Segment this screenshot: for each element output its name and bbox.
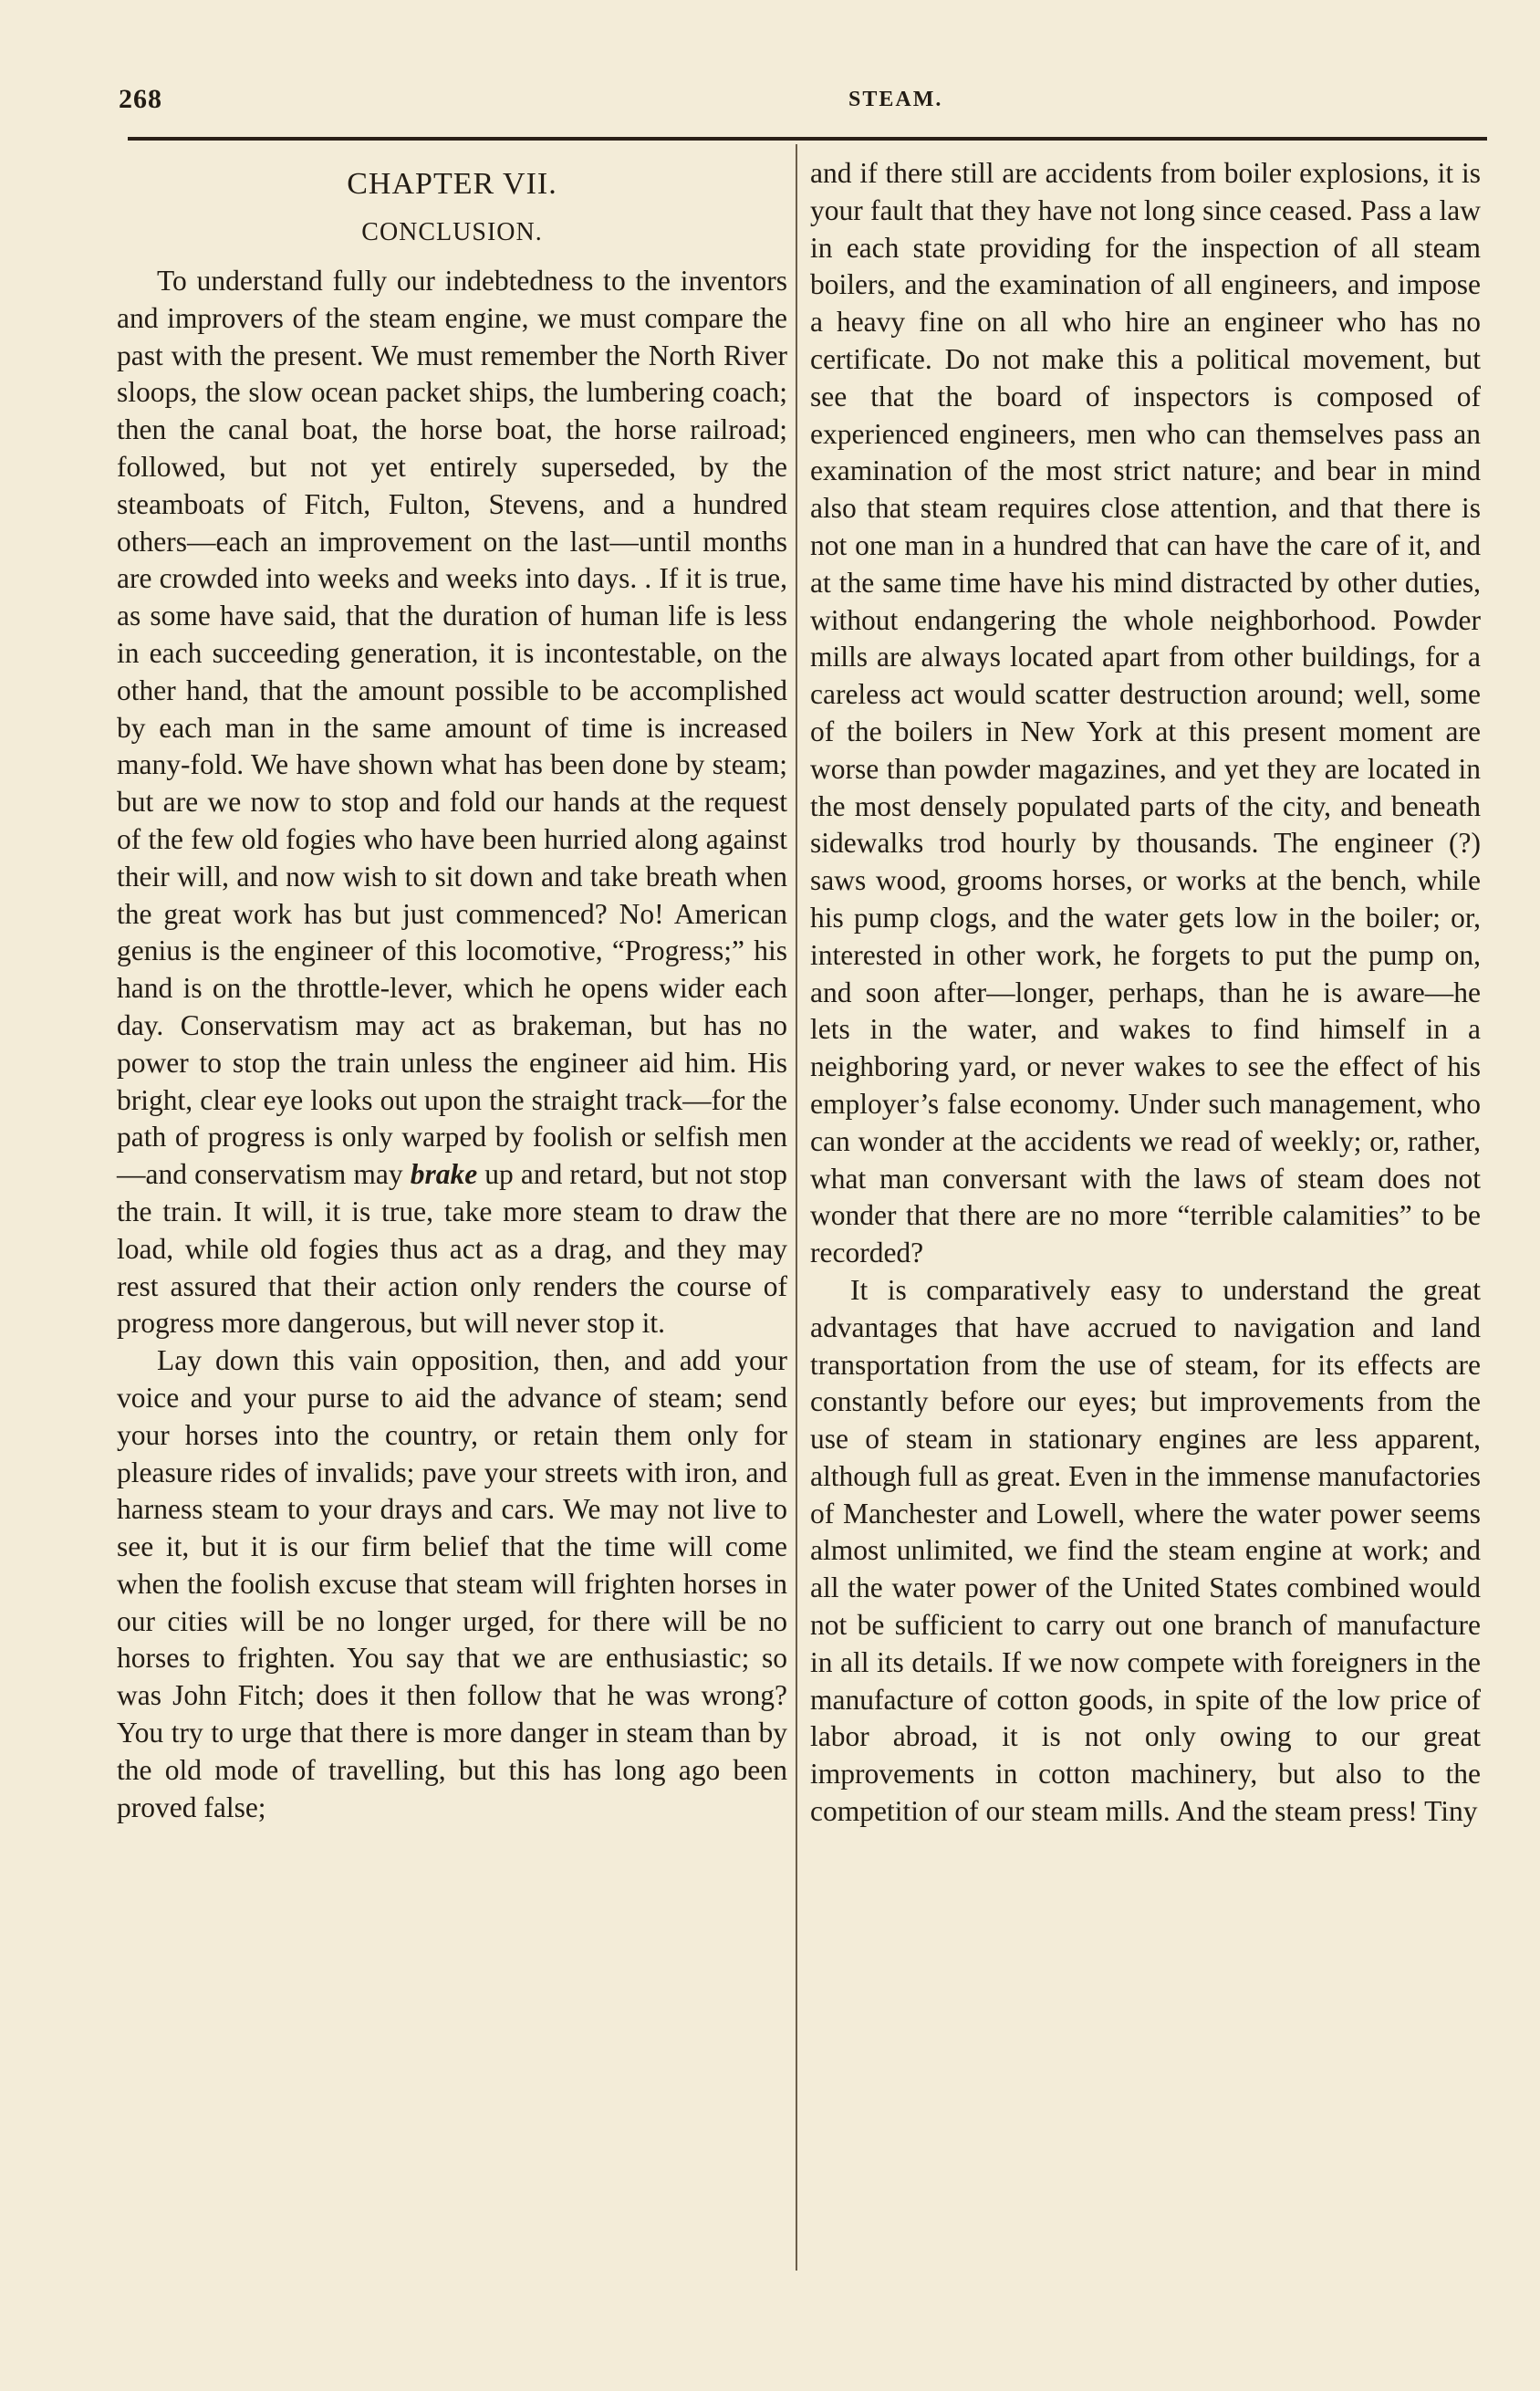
paragraph — [117, 263, 787, 1342]
header-rule — [128, 137, 1487, 141]
right-column — [810, 155, 1481, 1831]
paragraph-text: up and retard, but not stop the train. It will, it is true, take more steam to draw the load, while old fogies thus act as a drag, and they may rest assured that their action only renders the course of progress more dangerous, but will never stop it. — [117, 1158, 788, 1340]
page-header — [119, 84, 1487, 120]
paragraph-text: To understand fully our indebtedness to the inventors and improvers of the steam engine, we must compare the past with the present. We must remember the North River sloops, the slow ocean packet ships, the lumbering coach; then the canal boat, the horse boat, the horse railroad; followed, but not yet entirely superseded, by the steamboats of Fitch, Fulton, Stevens, and a hundred others—each an improvement on the last—until months are crowded into weeks and weeks into days. . If it is true, as some have said, that the duration of human life is less in each succeeding generation, it is incontestable, on the other hand, that the amount possible to be accomplished by each man in the same amount of time is increased many-fold. We have shown what has been done by steam; but are we now to stop and fold our hands at the request of the few old fogies who have been hurried along against their will, and now wish to sit down and take breath when the great work has but just commenced? No! American genius is the engineer of this locomotive, “Progress;” his hand is on the throttle-lever, which he opens wider each day. Conservatism may act as brakeman, but has no power to stop the train unless the engineer aid him. His bright, clear eye looks out upon the straight track—for the path of progress is only warped by foolish or selfish men—and conservatism may — [117, 265, 787, 1191]
italic-word: brake — [410, 1158, 478, 1191]
chapter-subtitle: CONCLUSION. — [361, 218, 543, 246]
left-column — [117, 155, 787, 1826]
page-number: 268 — [119, 84, 162, 114]
chapter-title: CHAPTER VII. — [347, 167, 557, 201]
paragraph: and if there still are accidents from boiler explosions, it is your fault that they have not long since ceased. Pass a law in each state providing for the inspection of all steam boilers, and the examination of all engineers, and impose a heavy fine on all who hire an engineer who has no certificate. Do not make this a political movement, but see that the board of inspectors is composed of experienced engineers, men who can themselves pass an examination of the most strict nature; and bear in mind also that steam requires close attention, and that there is not one man in a hundred that can have the care of it, and at the same time have his mind distracted by other duties, without endangering the whole neighborhood. Powder mills are always located apart from other buildings, for a careless act would scatter destruction around; well, some of the boilers in New York at this present moment are worse than powder magazines, and yet they are located in the most densely populated parts of the city, and beneath sidewalks trod hourly by thousands. The engineer (?) saws wood, grooms horses, or works at the bench, while his pump clogs, and the water gets low in the boiler; or, interested in other work, he forgets to put the pump on, and soon after—longer, perhaps, than he is aware—he lets in the water, and wakes to find himself in a neighboring yard, or never wakes to see the effect of his employer’s false economy. Under such management, who can wonder at the accidents we read of weekly; or, rather, what man conversant with the laws of steam does not wonder that there are no more “terrible calamities” to be recorded? — [810, 157, 1481, 1269]
running-title: STEAM. — [848, 88, 943, 111]
paragraph: Lay down this vain opposition, then, and add your voice and your purse to aid the advance of steam; send your horses into the country, or retain them only for pleasure rides of invalids; pave your streets with iron, and harness steam to your drays and cars. We may not live to see it, but it is our firm belief that the time will come when the foolish excuse that steam will frighten horses in our cities will be no longer urged, for there will be no horses to frighten. You say that we are enthusiastic; so was John Fitch; does it then follow that he was wrong? You try to urge that there is more danger in steam than by the old mode of travelling, but this has long ago been proved false; — [117, 1344, 787, 1823]
paragraph: It is comparatively easy to understand the great advantages that have accrued to navigation and land transportation from the use of steam, for its effects are constantly before our eyes; but improvements from the use of steam in stationary engines are less apparent, although full as great. Even in the immense manufactories of Manchester and Lowell, where the water power seems almost unlimited, we find the steam engine at work; and all the water power of the United States combined would not be sufficient to carry out one branch of manufacture in all its details. If we now compete with foreigners in the manufacture of cotton goods, in spite of the low price of labor abroad, it is not only owing to our great improvements in cotton machinery, but also to the competition of our steam mills. And the steam press! Tiny — [810, 1273, 1481, 1828]
column-divider — [796, 144, 797, 2271]
